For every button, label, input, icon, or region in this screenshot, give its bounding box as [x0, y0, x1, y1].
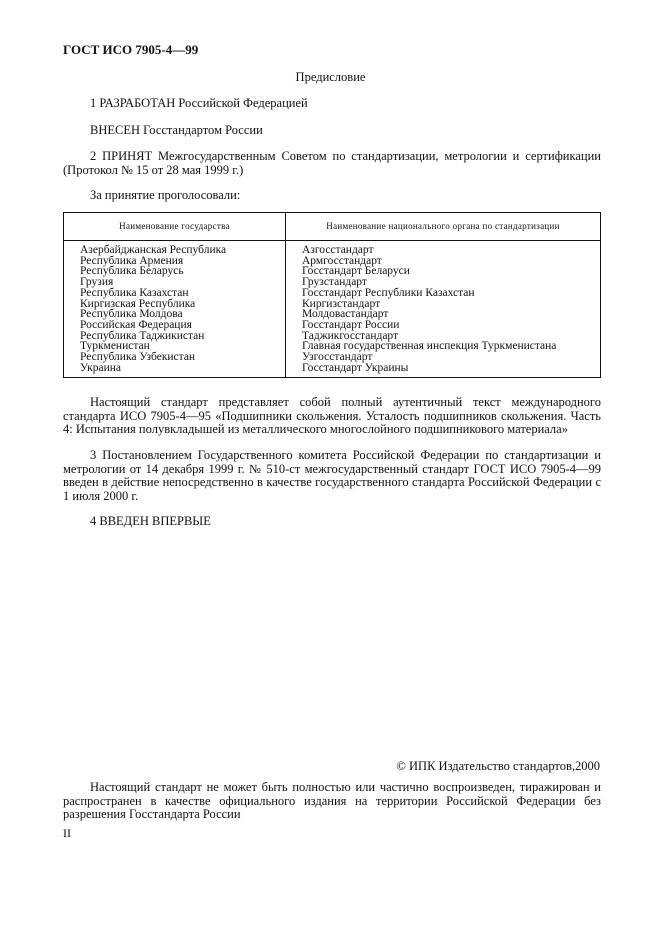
standards-body: Киргизстандарт — [302, 297, 381, 310]
standards-body: Госстандарт Республики Казахстан — [302, 286, 475, 299]
state-name: Азербайджанская Республика — [80, 244, 227, 256]
state-name: Республика Таджикистан — [80, 329, 205, 342]
reproduction-notice: Настоящий стандарт не может быть полностью или частично воспроизведен, тиражирован и распространен в качестве официального издания на территории Российской Федерации без разрешения Госстандарта России — [63, 780, 601, 821]
page-number: II — [63, 826, 71, 840]
standards-body: Азгосстандарт — [302, 244, 374, 256]
standards-body: Госстандарт России — [302, 318, 400, 331]
authentic-text-paragraph: Настоящий стандарт представляет собой полный аутентичный текст международного стандарта ИСО 7905-4—95 «Подшипники скольжения. Усталость подшипников скольжения. Часть 4: Испытания полувкладышей из металлического многослойного подшипникового материала» — [63, 395, 601, 436]
state-name: Республика Молдова — [80, 308, 183, 321]
col-header-body: Наименование национального органа по стандартизации — [286, 213, 601, 241]
standards-body: Грузстандарт — [302, 276, 367, 289]
table-body-row — [64, 241, 601, 378]
copyright-line: © ИПК Издательство стандартов,2000 — [396, 759, 600, 773]
standards-body: Главная государственная инспекция Туркменистана — [302, 340, 557, 353]
state-name: Украина — [80, 361, 121, 374]
item-4-first-introduced: 4 ВВЕДЕН ВПЕРВЫЕ — [90, 514, 211, 528]
standards-body: Армгосстандарт — [302, 254, 382, 267]
state-name: Туркменистан — [80, 340, 150, 353]
voted-label: За принятие проголосовали: — [90, 188, 241, 202]
table-header-row — [64, 213, 601, 241]
state-name: Республика Армения — [80, 254, 184, 267]
voting-table — [63, 212, 601, 378]
bodies-column — [286, 241, 601, 378]
state-name: Грузия — [80, 276, 114, 289]
standards-body: Госстандарт Украины — [302, 361, 409, 374]
state-name: Республика Узбекистан — [80, 351, 196, 364]
standards-body: Молдовастандарт — [302, 308, 389, 321]
state-name: Республика Беларусь — [80, 265, 184, 278]
state-name: Киргизская Республика — [80, 297, 196, 310]
page-title: Предисловие — [295, 70, 366, 84]
states-column — [64, 241, 286, 378]
standards-body: Госстандарт Беларуси — [302, 265, 410, 278]
item-3-enactment: 3 Постановлением Государственного комитета Российской Федерации по стандартизации и метрологии от 14 декабря 1999 г. № 510-ст межгосударственный стандарт ГОСТ ИСО 7905-4—99 введен в действие непосредственно в качестве государственного стандарта Российской Федерации с 1 июля 2000 г. — [63, 448, 601, 503]
state-name: Российская Федерация — [80, 318, 192, 331]
item-1-developed: 1 РАЗРАБОТАН Российской Федерацией — [90, 96, 308, 110]
state-name: Республика Казахстан — [80, 286, 189, 299]
item-2-adopted: 2 ПРИНЯТ Межгосударственным Советом по стандартизации, метрологии и сертификации (Протокол № 15 от 28 мая 1999 г.) — [63, 149, 601, 177]
standards-body: Узгосстандарт — [302, 351, 373, 364]
standards-body: Таджикгосстандарт — [302, 329, 399, 342]
document-id: ГОСТ ИСО 7905-4—99 — [63, 42, 199, 57]
col-header-state: Наименование государства — [64, 213, 286, 241]
item-1-introduced: ВНЕСЕН Госстандартом России — [90, 123, 263, 137]
